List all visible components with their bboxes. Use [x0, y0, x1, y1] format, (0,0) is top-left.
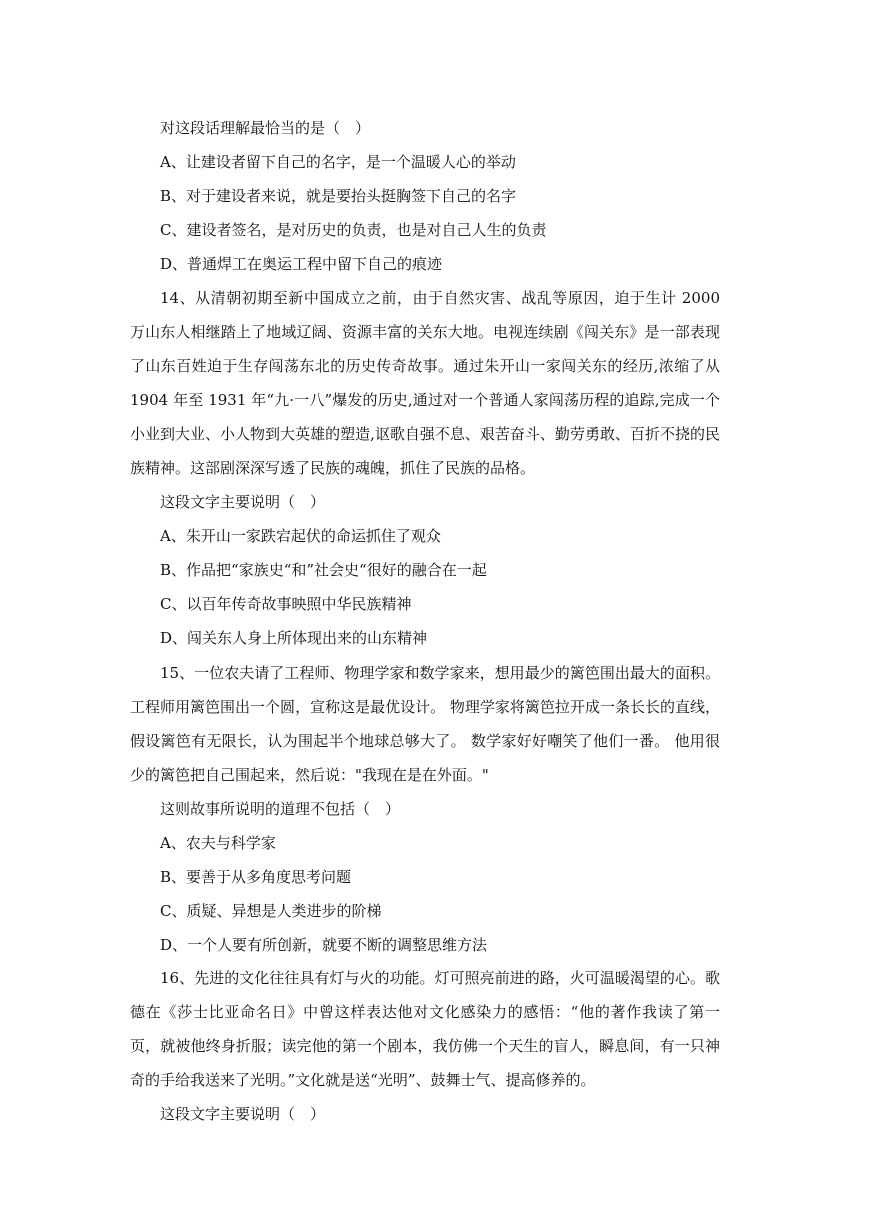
question-14-option-b: B、作品把“家族史“和”社会史“很好的融合在一起: [160, 561, 487, 579]
question-14-passage: 14、从清朝初期至新中国成立之前，由于自然灾害、战乱等原因，迫于生计 2000 万山东人相继踏上了地域辽阔、资源丰富的关东大地。电视连续剧《闯关东》是一部表现了山东百姓迫于生存闯荡东北的历史传奇故事。通过朱开山一家闯关东的经历,浓缩了从 1904 年至 1931 年“九·一八”爆发的历史,通过对一个普通人家闯荡历程的追踪,完成一个小业到大业、小人物到大英雄的塑造,讴歌自强不息、艰苦奋斗、勤劳勇敢、百折不挠的民族精神。这部剧深深写透了民族的魂魄，抓住了民族的品格。: [130, 289, 720, 477]
question-15-stem: 这则故事所说明的道理不包括（ ）: [160, 800, 401, 818]
question-13-option-a: A、让建设者留下自己的名字，是一个温暖人心的举动: [160, 153, 516, 171]
question-16: [130, 961, 720, 1131]
question-16-passage: 16、先进的文化往往具有灯与火的功能。灯可照亮前进的路，火可温暖渴望的心。歌德在《莎士比亚命名日》中曾这样表达他对文化感染力的感悟：“他的著作我读了第一页，就被他终身折服；读完他的第一个剧本，我仿佛一个天生的盲人，瞬息间，有一只神奇的手给我送来了光明。”文化就是送“光明”、鼓舞士气、提高修养的。: [130, 969, 720, 1089]
question-15-option-d: D、一个人要有所创新，就要不断的调整思维方法: [160, 936, 488, 954]
question-14-option-c: C、以百年传奇故事映照中华民族精神: [160, 595, 412, 613]
question-16-stem: 这段文字主要说明（ ）: [160, 1105, 326, 1123]
question-15-option-a: A、农夫与科学家: [160, 834, 276, 852]
question-15-option-c: C、质疑、异想是人类进步的阶梯: [160, 902, 382, 920]
question-14-option-a: A、朱开山一家跌宕起伏的命运抓住了观众: [160, 527, 441, 545]
question-13-stem: 对这段话理解最恰当的是（ ）: [160, 119, 371, 137]
question-13-option-d: D、普通焊工在奥运工程中留下自己的痕迹: [160, 255, 443, 273]
question-14-option-d: D、闯关东人身上所体现出来的山东精神: [160, 629, 428, 647]
question-15-passage: 15、一位农夫请了工程师、物理学家和数学家来，想用最少的篱笆围出最大的面积。 工程师用篱笆围出一个圆，宣称这是最优设计。 物理学家将篱笆拉开成一条长长的直线，假设篱笆有无限长，认为围起半个地球总够大了。 数学家好好嘲笑了他们一番。 他用很少的篱笆把自己围起来，然后说："我现在是在外面。": [130, 664, 720, 784]
question-13-option-b: B、对于建设者来说，就是要抬头挺胸签下自己的名字: [160, 187, 517, 205]
question-13-option-c: C、建设者签名，是对历史的负责，也是对自己人生的负责: [160, 221, 547, 239]
question-14-stem: 这段文字主要说明（ ）: [160, 493, 326, 511]
question-15: [130, 656, 720, 962]
question-15-option-b: B、要善于从多角度思考问题: [160, 868, 352, 886]
question-13-tail: [160, 111, 715, 281]
question-14: [130, 281, 720, 655]
